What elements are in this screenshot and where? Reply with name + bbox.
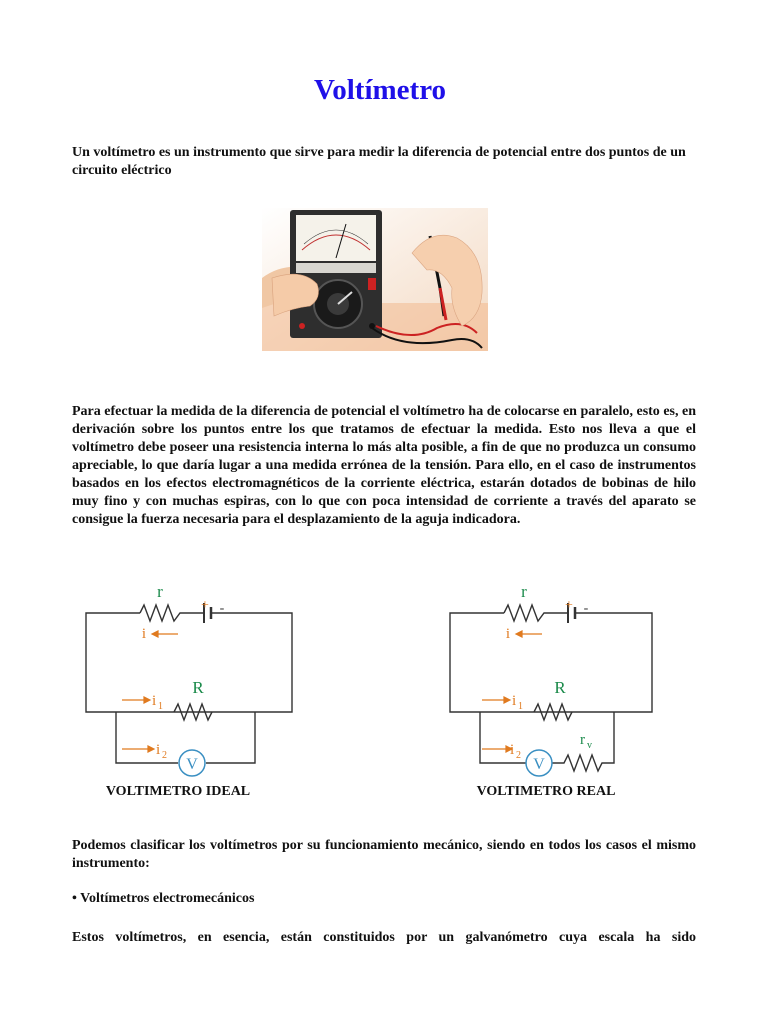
- current-i1-subscript: 1: [158, 701, 163, 712]
- resistor-r-label: r: [157, 582, 163, 601]
- battery-plus-label: +: [565, 598, 573, 613]
- intro-paragraph: Un voltímetro es un instrumento que sirve para medir la diferencia de potencial entre dos puntos de un circuito eléctrico: [72, 145, 686, 178]
- current-i2-label: i: [156, 742, 161, 758]
- current-i2-subscript: 2: [162, 750, 167, 761]
- current-i1-label: i: [512, 693, 517, 709]
- resistor-r-label: r: [521, 582, 527, 601]
- ideal-voltmeter-caption: VOLTIMETRO IDEAL: [105, 784, 251, 799]
- classification-paragraph: Podemos clasificar los voltímetros por su funcionamiento mecánico, siendo en todos los casos el mismo instrumento:: [72, 838, 696, 871]
- resistor-rv-label: r: [580, 732, 585, 748]
- current-i2-label: i: [510, 742, 515, 758]
- page-title: Voltímetro: [313, 74, 447, 106]
- real-voltmeter-diagram: [438, 576, 678, 782]
- resistor-R-label: R: [554, 678, 566, 697]
- real-voltmeter-caption: VOLTIMETRO REAL: [476, 784, 616, 799]
- current-i-label: i: [141, 626, 147, 642]
- battery-minus-label: -: [583, 601, 589, 616]
- voltmeter-label: V: [186, 756, 198, 773]
- current-i1-subscript: 1: [518, 701, 523, 712]
- resistor-rv-subscript: v: [587, 740, 592, 751]
- current-i1-label: i: [152, 693, 157, 709]
- battery-minus-label: -: [219, 601, 225, 616]
- body-paragraph: Para efectuar la medida de la diferencia de potencial el voltímetro ha de colocarse en paralelo, esto es, en derivación sobre los puntos entre los que tratamos de efectuar la medida. Esto nos lleva a que el voltímetro debe poseer una resistencia interna lo más alta posible, a fin de que no produzca un consumo apreciable, lo que daría lugar a una medida errónea de la tensión. Para ello, en el caso de instrumentos basados en los efectos electromagnéticos de la corriente eléctrica, estarán dotados de bobinas de hilo muy fino y con muchas espiras, con lo que con poca intensidad de corriente a través del aparato se consigue la fuerza necesaria para el desplazamiento de la aguja indicadora.: [72, 404, 696, 527]
- current-i2-subscript: 2: [516, 750, 521, 761]
- voltmeter-photo: [262, 208, 488, 351]
- bullet-item-electromechanical: • Voltímetros electromecánicos: [72, 891, 255, 906]
- voltmeter-label: V: [533, 756, 545, 773]
- battery-plus-label: +: [201, 598, 209, 613]
- electromechanical-paragraph: Estos voltímetros, en esencia, están constituidos por un galvanómetro cuya escala ha sido: [72, 930, 696, 945]
- ideal-voltmeter-diagram: [74, 576, 314, 782]
- resistor-R-label: R: [192, 678, 204, 697]
- current-i-label: i: [505, 626, 511, 642]
